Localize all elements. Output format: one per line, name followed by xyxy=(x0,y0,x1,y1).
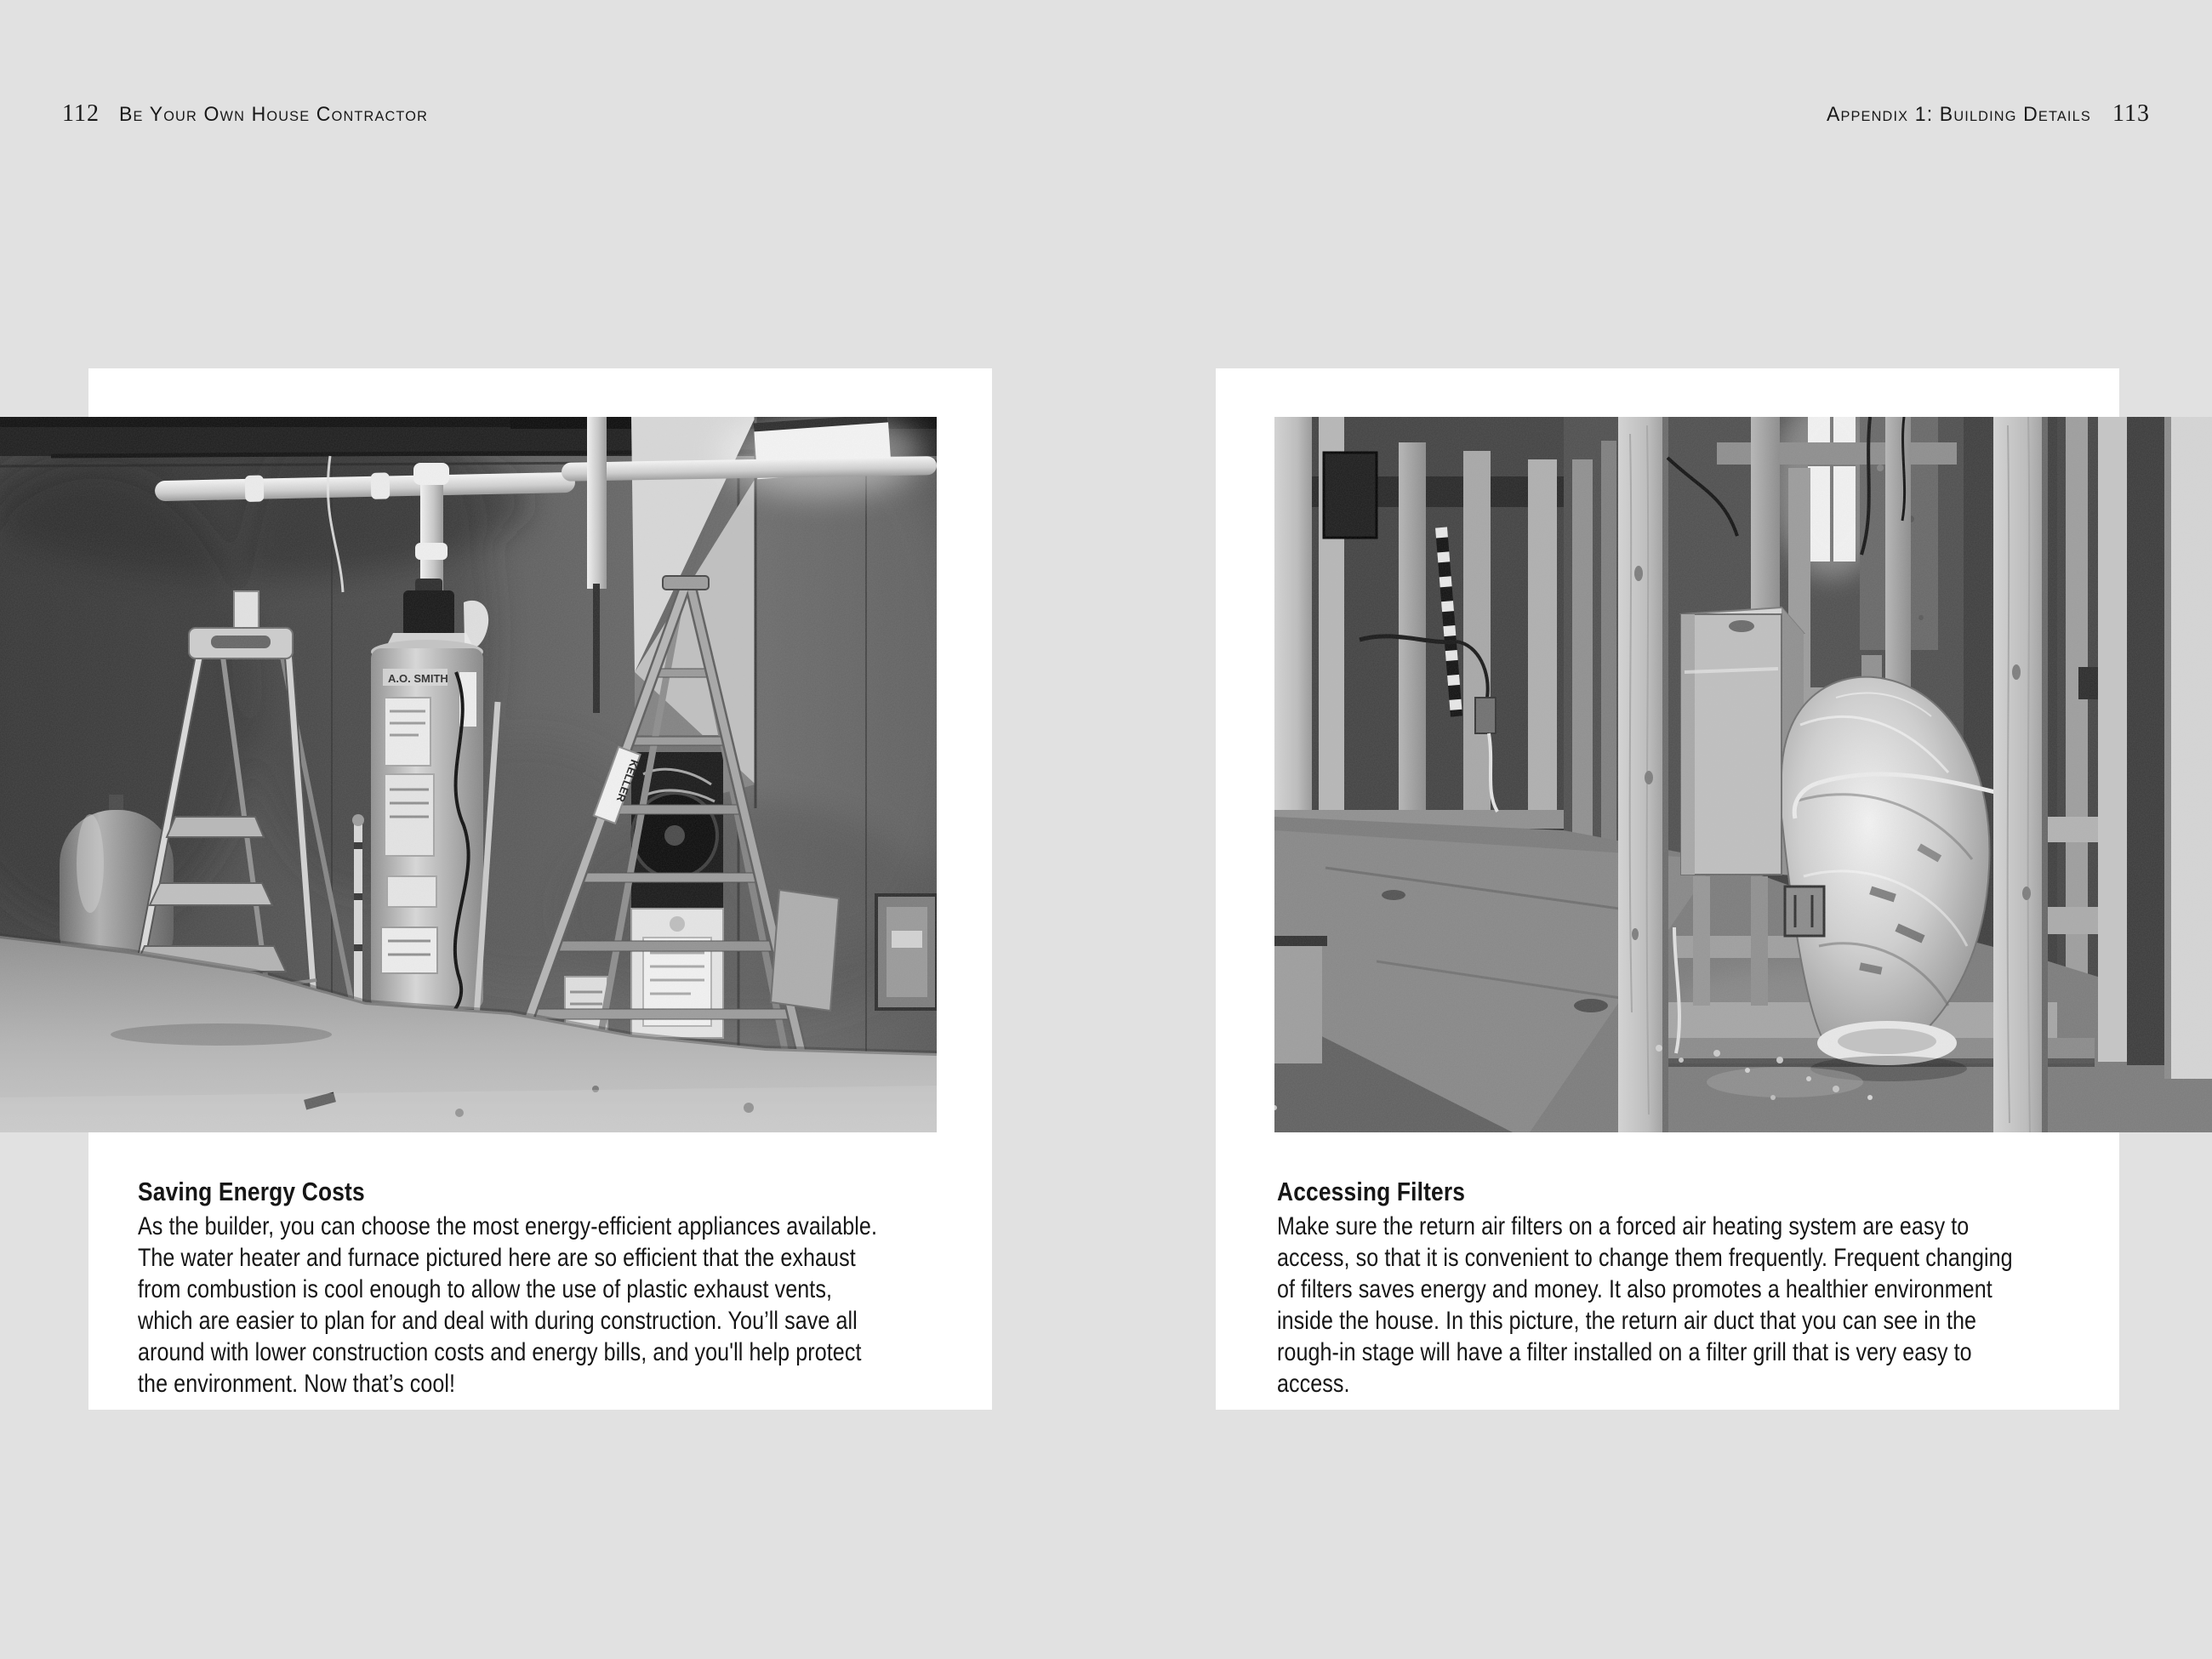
right-caption-line: access. xyxy=(1277,1370,1350,1398)
left-caption-line: from combustion is cool enough to allow the use of plastic exhaust vents, xyxy=(138,1275,833,1303)
left-caption-line: the environment. Now that’s cool! xyxy=(138,1370,456,1398)
right-caption-title: Accessing Filters xyxy=(1277,1177,1466,1206)
right-caption-line: access, so that it is convenient to change them frequently. Frequent changing xyxy=(1277,1244,2013,1272)
left-caption-line: The water heater and furnace pictured here are so efficient that the exhaust xyxy=(138,1244,856,1272)
right-photo-frame xyxy=(1274,417,2212,1132)
film-grain-overlay xyxy=(1274,417,2212,1132)
left-caption-line: which are easier to plan for and deal with during construction. You’ll save all xyxy=(138,1307,858,1335)
left-caption-line: As the builder, you can choose the most energy-efficient appliances available. xyxy=(138,1212,878,1240)
page-header-right xyxy=(1816,100,2150,128)
left-caption-title: Saving Energy Costs xyxy=(138,1177,365,1206)
page-number-right: 113 xyxy=(2112,100,2150,127)
left-photo xyxy=(0,417,937,1132)
right-caption-line: rough-in stage will have a filter installed on a filter grill that is very easy to xyxy=(1277,1338,1972,1366)
left-caption xyxy=(138,1176,962,1400)
left-photo-frame xyxy=(0,417,937,1132)
page-number-left: 112 xyxy=(62,100,100,127)
right-caption-line: inside the house. In this picture, the return air duct that you can see in the xyxy=(1277,1307,1977,1335)
appendix-title: Appendix 1: Building Details xyxy=(1827,103,2092,126)
right-caption-line: of filters saves energy and money. It also promotes a healthier environment xyxy=(1277,1275,1993,1303)
left-caption-line: around with lower construction costs and energy bills, and you'll help protect xyxy=(138,1338,862,1366)
right-caption xyxy=(1277,1176,2101,1400)
film-grain-overlay xyxy=(0,417,937,1132)
right-caption-line: Make sure the return air filters on a forced air heating system are easy to xyxy=(1277,1212,1970,1240)
page-header-left xyxy=(62,100,441,128)
book-title: Be Your Own House Contractor xyxy=(118,103,428,126)
right-photo xyxy=(1274,417,2212,1132)
